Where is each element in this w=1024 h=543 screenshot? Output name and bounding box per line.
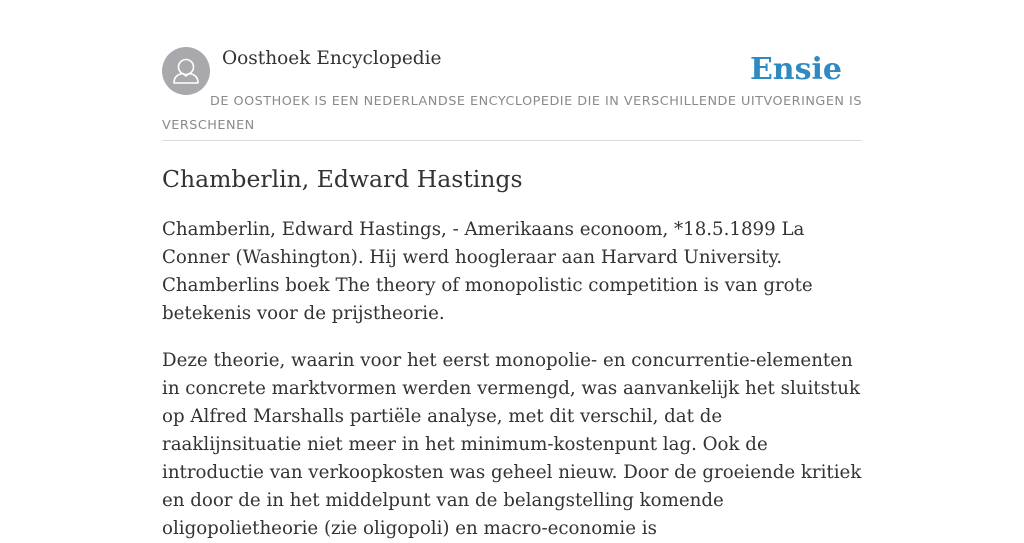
source-avatar[interactable]: [162, 47, 210, 95]
article-title: Chamberlin, Edward Hastings: [162, 165, 523, 193]
source-name-link[interactable]: Oosthoek Encyclopedie: [222, 48, 442, 69]
ensie-logo[interactable]: Ensie: [749, 52, 842, 87]
source-header: [162, 44, 862, 141]
source-description: DE OOSTHOEK IS EEN NEDERLANDSE ENCYCLOPEDIE DIE IN VERSCHILLENDE UITVOERINGEN IS VERSCHENEN: [162, 94, 862, 133]
article-paragraph-2: Deze theorie, waarin voor het eerst monopolie- en concurrentie-elementen in concrete marktvormen werden vermengd, was aanvankelijk het sluitstuk op Alfred Marshalls partiële analyse, met dit verschil, dat de raaklijnsituatie niet meer in het minimum-kostenpunt lag. Ook de introductie van verkoopkosten was geheel nieuw. Door de groeiende kritiek en door de in het middelpunt van de belangstelling komende oligopolietheorie (zie oligopoli) en macro-economie is: [162, 350, 862, 539]
article-paragraph-1: Chamberlin, Edward Hastings, - Amerikaans econoom, *18.5.1899 La Conner (Washington). Hij werd hoogleraar aan Harvard University. Chamberlins boek The theory of monopolistic competition is van grote betekenis voor de prijstheorie.: [162, 219, 813, 324]
user-silhouette-icon: [162, 47, 210, 95]
